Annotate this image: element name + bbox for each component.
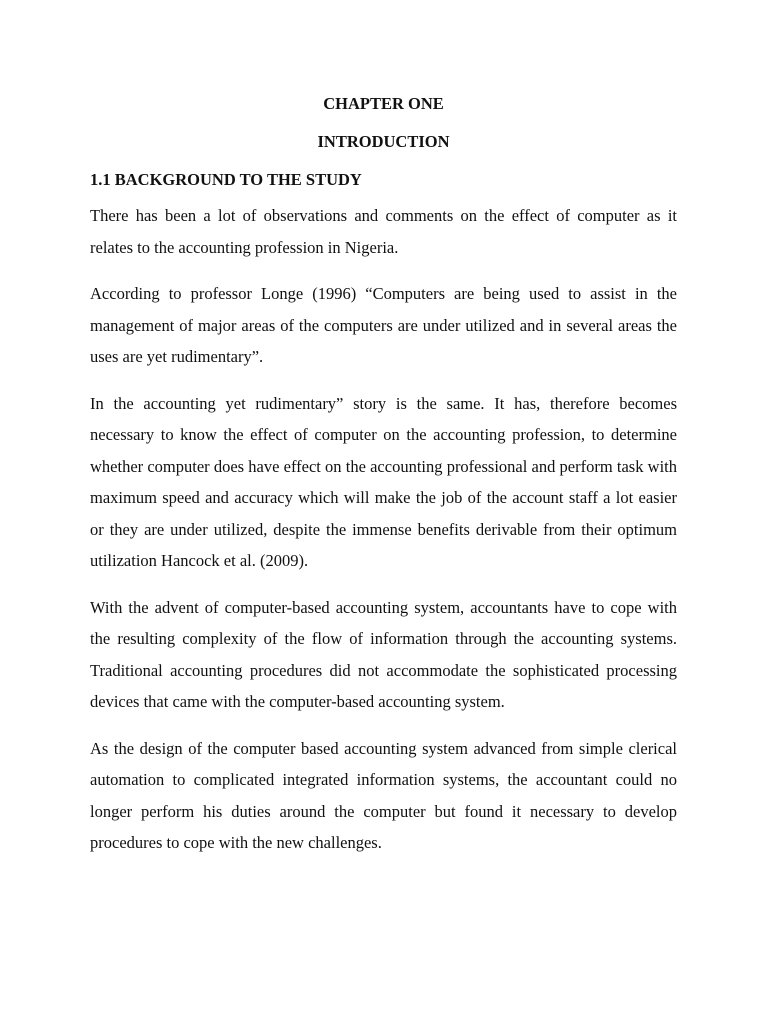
chapter-label: CHAPTER ONE: [323, 94, 444, 113]
document-page: [90, 92, 677, 874]
paragraph-2: According to professor Longe (1996) “Computers are being used to assist in the management of major areas of the computers are under utilized and in several areas the uses are yet rudimentary”.: [90, 284, 677, 366]
paragraph-3: In the accounting yet rudimentary” story is the same. It has, therefore becomes necessary to know the effect of computer on the accounting profession, to determine whether computer does have effect on the accounting professional and perform task with maximum speed and accuracy which will make the job of the account staff a lot easier or they are under utilized, despite the immense benefits derivable from their optimum utilization Hancock et al. (2009).: [90, 393, 677, 570]
section-heading: 1.1 BACKGROUND TO THE STUDY: [90, 170, 362, 189]
paragraph-5: As the design of the computer based accounting system advanced from simple clerical automation to complicated integrated information systems, the accountant could no longer perform his duties around the computer but found it necessary to develop procedures to cope with the new challenges.: [90, 738, 677, 852]
paragraph-4: With the advent of computer-based accounting system, accountants have to cope with the resulting complexity of the flow of information through the accounting systems. Traditional accounting procedures did not accommodate the sophisticated processing devices that came with the computer-based accounting system.: [90, 597, 677, 711]
paragraph-1: There has been a lot of observations and comments on the effect of computer as it relates to the accounting profession in Nigeria.: [90, 206, 677, 257]
chapter-title: INTRODUCTION: [317, 132, 450, 151]
